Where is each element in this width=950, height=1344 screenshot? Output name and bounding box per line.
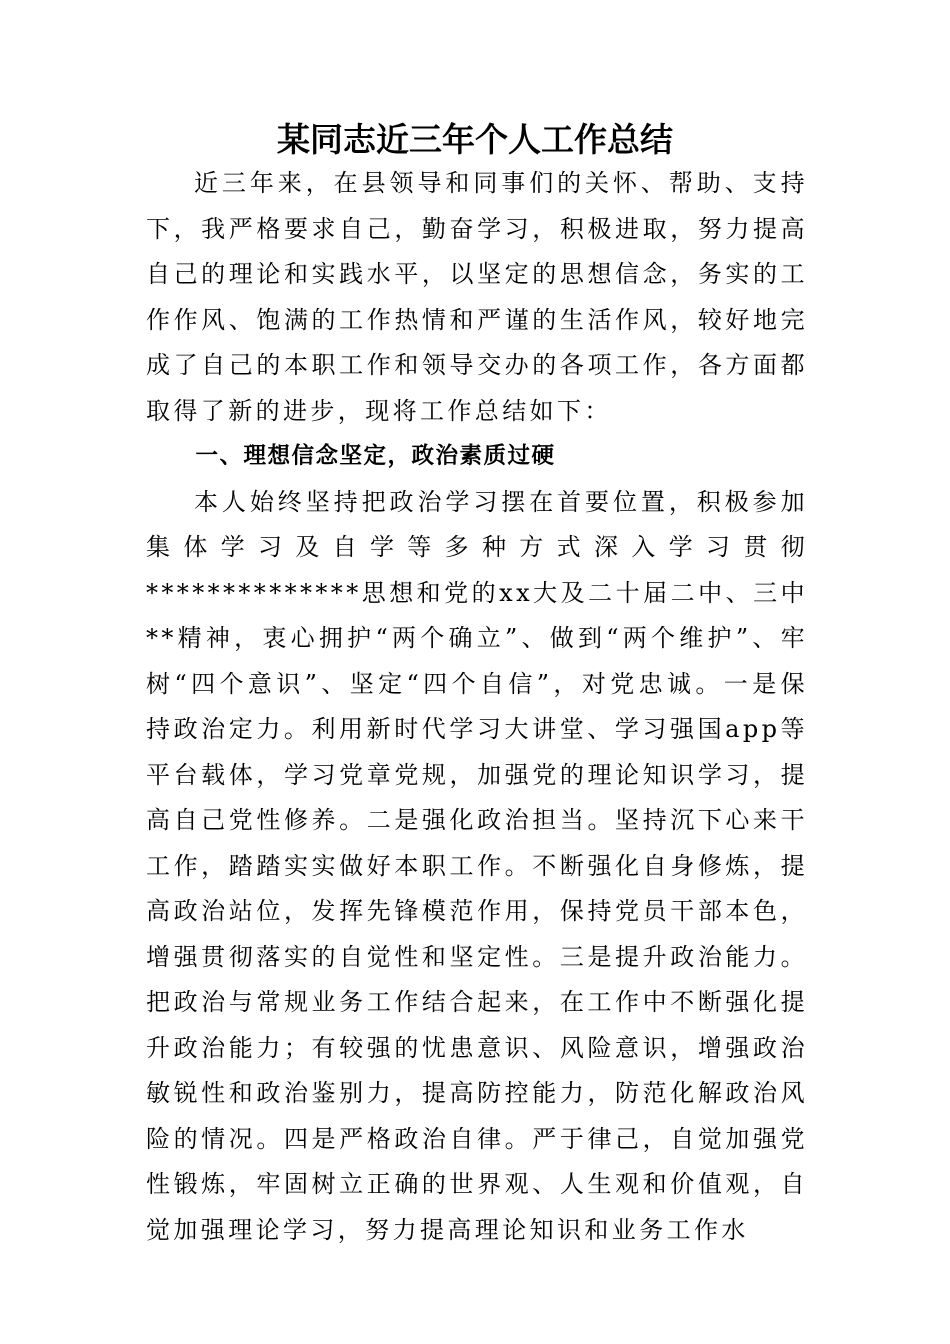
document-body (146, 161, 808, 1253)
document-title: 某同志近三年个人工作总结 (277, 120, 673, 159)
section-paragraph: 本人始终坚持把政治学习摆在首要位置，积极参加集体学习及自学等多种方式深入学习贯彻**************思想和党的xx大及二十届二中、三中**精神，衷心拥护“两个确立”、做到“两个维护”、牢树“四个意识”、坚定“四个自信”，对党忠诚。一是保持政治定力。利用新时代学习大讲堂、学习强国app等平台载体，学习党章党规，加强党的理论知识学习，提高自己党性修养。二是强化政治担当。坚持沉下心来干工作，踏踏实实做好本职工作。不断强化自身修炼，提高政治站位，发挥先锋模范作用，保持党员干部本色，增强贯彻落实的自觉性和坚定性。三是提升政治能力。把政治与常规业务工作结合起来，在工作中不断强化提升政治能力；有较强的忧患意识、风险意识，增强政治敏锐性和政治鉴别力，提高防控能力，防范化解政治风险的情况。四是严格政治自律。严于律己，自觉加强党性锻炼，牢固树立正确的世界观、人生观和价值观，自觉加强理论学习，努力提高理论知识和业务工作水 (146, 487, 808, 1244)
section-heading: 一、理想信念坚定，政治素质过硬 (195, 443, 556, 469)
intro-paragraph: 近三年来，在县领导和同事们的关怀、帮助、支持下，我严格要求自己，勤奋学习，积极进取，努力提高自己的理论和实践水平，以坚定的思想信念，务实的工作作风、饱满的工作热情和严谨的生活作风，较好地完成了自己的本职工作和领导交办的各项工作，各方面都取得了新的进步，现将工作总结如下： (146, 169, 808, 425)
